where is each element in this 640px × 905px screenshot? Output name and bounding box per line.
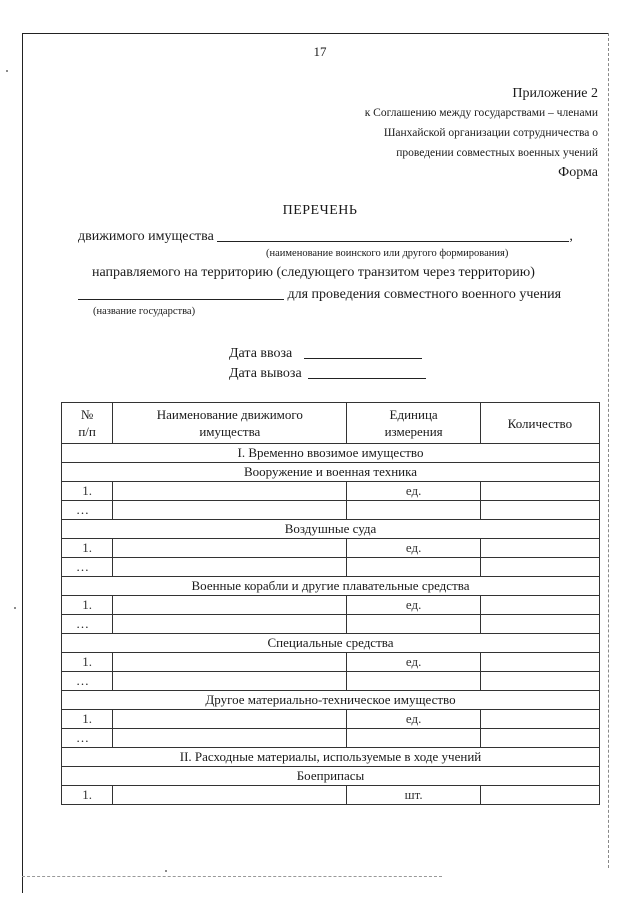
cell-number: 1. xyxy=(62,539,113,558)
annex-line-3: проведении совместных военных учений xyxy=(396,147,598,159)
cell-number: … xyxy=(62,672,113,691)
form-line-3 xyxy=(78,285,561,303)
cell-name[interactable] xyxy=(113,558,347,577)
cell-number: … xyxy=(62,729,113,748)
header-quantity: Количество xyxy=(480,403,599,444)
page-number: 17 xyxy=(313,44,327,59)
cell-quantity[interactable] xyxy=(480,786,599,805)
cell-unit: ед. xyxy=(347,710,480,729)
section-heading: Другое материально-техническое имущество xyxy=(62,691,600,710)
cell-number: 1. xyxy=(62,596,113,615)
property-list-table xyxy=(61,402,600,805)
section-heading: Специальные средства xyxy=(62,634,600,653)
cell-quantity[interactable] xyxy=(480,482,599,501)
table-row xyxy=(62,596,600,615)
export-date-label: Дата вывоза xyxy=(229,366,302,381)
table-row xyxy=(62,729,600,748)
state-name-blank[interactable] xyxy=(78,285,284,300)
cell-name[interactable] xyxy=(113,710,347,729)
formation-name-blank[interactable] xyxy=(217,227,569,242)
table-row xyxy=(62,615,600,634)
table-section-row xyxy=(62,767,600,786)
cell-unit xyxy=(347,729,480,748)
cell-unit: ед. xyxy=(347,482,480,501)
table-section-row xyxy=(62,634,600,653)
import-date-blank[interactable] xyxy=(304,344,422,359)
table-header-row xyxy=(62,403,600,444)
table-row xyxy=(62,482,600,501)
section-heading: II. Расходные материалы, используемые в ходе учений xyxy=(62,748,600,767)
annex-title: Приложение 2 xyxy=(512,86,598,101)
cell-quantity[interactable] xyxy=(480,710,599,729)
export-date-blank[interactable] xyxy=(308,364,426,379)
header-name: Наименование движимого имущества xyxy=(113,403,347,444)
cell-quantity[interactable] xyxy=(480,615,599,634)
export-date-row xyxy=(229,364,426,382)
cell-number: 1. xyxy=(62,710,113,729)
table-row xyxy=(62,558,600,577)
cell-quantity[interactable] xyxy=(480,729,599,748)
cell-name[interactable] xyxy=(113,615,347,634)
section-heading: Воздушные суда xyxy=(62,520,600,539)
import-date-label: Дата ввоза xyxy=(229,346,293,361)
table-section-row xyxy=(62,520,600,539)
cell-name[interactable] xyxy=(113,729,347,748)
header-unit: Единица измерения xyxy=(347,403,480,444)
cell-number: 1. xyxy=(62,482,113,501)
annex-line-2: Шанхайской организации сотрудничества о xyxy=(383,127,598,139)
exercise-purpose-label: для проведения совместного военного учения xyxy=(287,287,562,302)
state-name-caption: (название государства) xyxy=(93,306,196,317)
scan-speck xyxy=(14,607,16,609)
table-row xyxy=(62,672,600,691)
table-section-row xyxy=(62,463,600,482)
cell-name[interactable] xyxy=(113,786,347,805)
cell-quantity[interactable] xyxy=(480,653,599,672)
cell-unit: ед. xyxy=(347,653,480,672)
form-line-1 xyxy=(78,227,573,245)
cell-quantity[interactable] xyxy=(480,672,599,691)
table-section-row xyxy=(62,577,600,596)
table-row xyxy=(62,710,600,729)
cell-quantity[interactable] xyxy=(480,501,599,520)
page-frame-top xyxy=(22,33,608,34)
movable-property-label: движимого имущества xyxy=(78,229,214,244)
table-row xyxy=(62,786,600,805)
cell-number: … xyxy=(62,558,113,577)
section-heading: Боеприпасы xyxy=(62,767,600,786)
cell-unit: ед. xyxy=(347,539,480,558)
cell-quantity[interactable] xyxy=(480,539,599,558)
scan-speck xyxy=(165,870,167,872)
table-row xyxy=(62,501,600,520)
cell-number: … xyxy=(62,501,113,520)
cell-unit: ед. xyxy=(347,596,480,615)
cell-unit xyxy=(347,672,480,691)
form-line-2: направляемого на территорию (следующего транзитом через территорию) xyxy=(92,265,535,280)
cell-name[interactable] xyxy=(113,539,347,558)
cell-unit xyxy=(347,501,480,520)
cell-unit xyxy=(347,615,480,634)
formation-name-caption: (наименование воинского или другого формирования) xyxy=(266,248,509,259)
table-section-row xyxy=(62,691,600,710)
cell-unit: шт. xyxy=(347,786,480,805)
page-frame-right xyxy=(608,33,609,868)
table-row xyxy=(62,653,600,672)
cell-number: 1. xyxy=(62,786,113,805)
table-section-row xyxy=(62,444,600,463)
line-1-comma: , xyxy=(569,229,573,244)
import-date-row xyxy=(229,344,422,362)
cell-name[interactable] xyxy=(113,501,347,520)
annex-line-1: к Соглашению между государствами – членами xyxy=(364,107,598,119)
document-title: ПЕРЕЧЕНЬ xyxy=(282,203,358,218)
section-heading: Военные корабли и другие плавательные средства xyxy=(62,577,600,596)
section-heading: Вооружение и военная техника xyxy=(62,463,600,482)
table-row xyxy=(62,539,600,558)
cell-quantity[interactable] xyxy=(480,558,599,577)
page-frame-bottom xyxy=(22,876,442,877)
page-frame-left xyxy=(22,33,23,893)
section-heading: I. Временно ввозимое имущество xyxy=(62,444,600,463)
cell-name[interactable] xyxy=(113,653,347,672)
cell-quantity[interactable] xyxy=(480,596,599,615)
cell-name[interactable] xyxy=(113,672,347,691)
cell-unit xyxy=(347,558,480,577)
header-number: № п/п xyxy=(62,403,113,444)
scan-speck xyxy=(6,70,8,72)
table-section-row xyxy=(62,748,600,767)
form-label: Форма xyxy=(558,165,598,180)
cell-number: … xyxy=(62,615,113,634)
cell-number: 1. xyxy=(62,653,113,672)
cell-name[interactable] xyxy=(113,596,347,615)
cell-name[interactable] xyxy=(113,482,347,501)
